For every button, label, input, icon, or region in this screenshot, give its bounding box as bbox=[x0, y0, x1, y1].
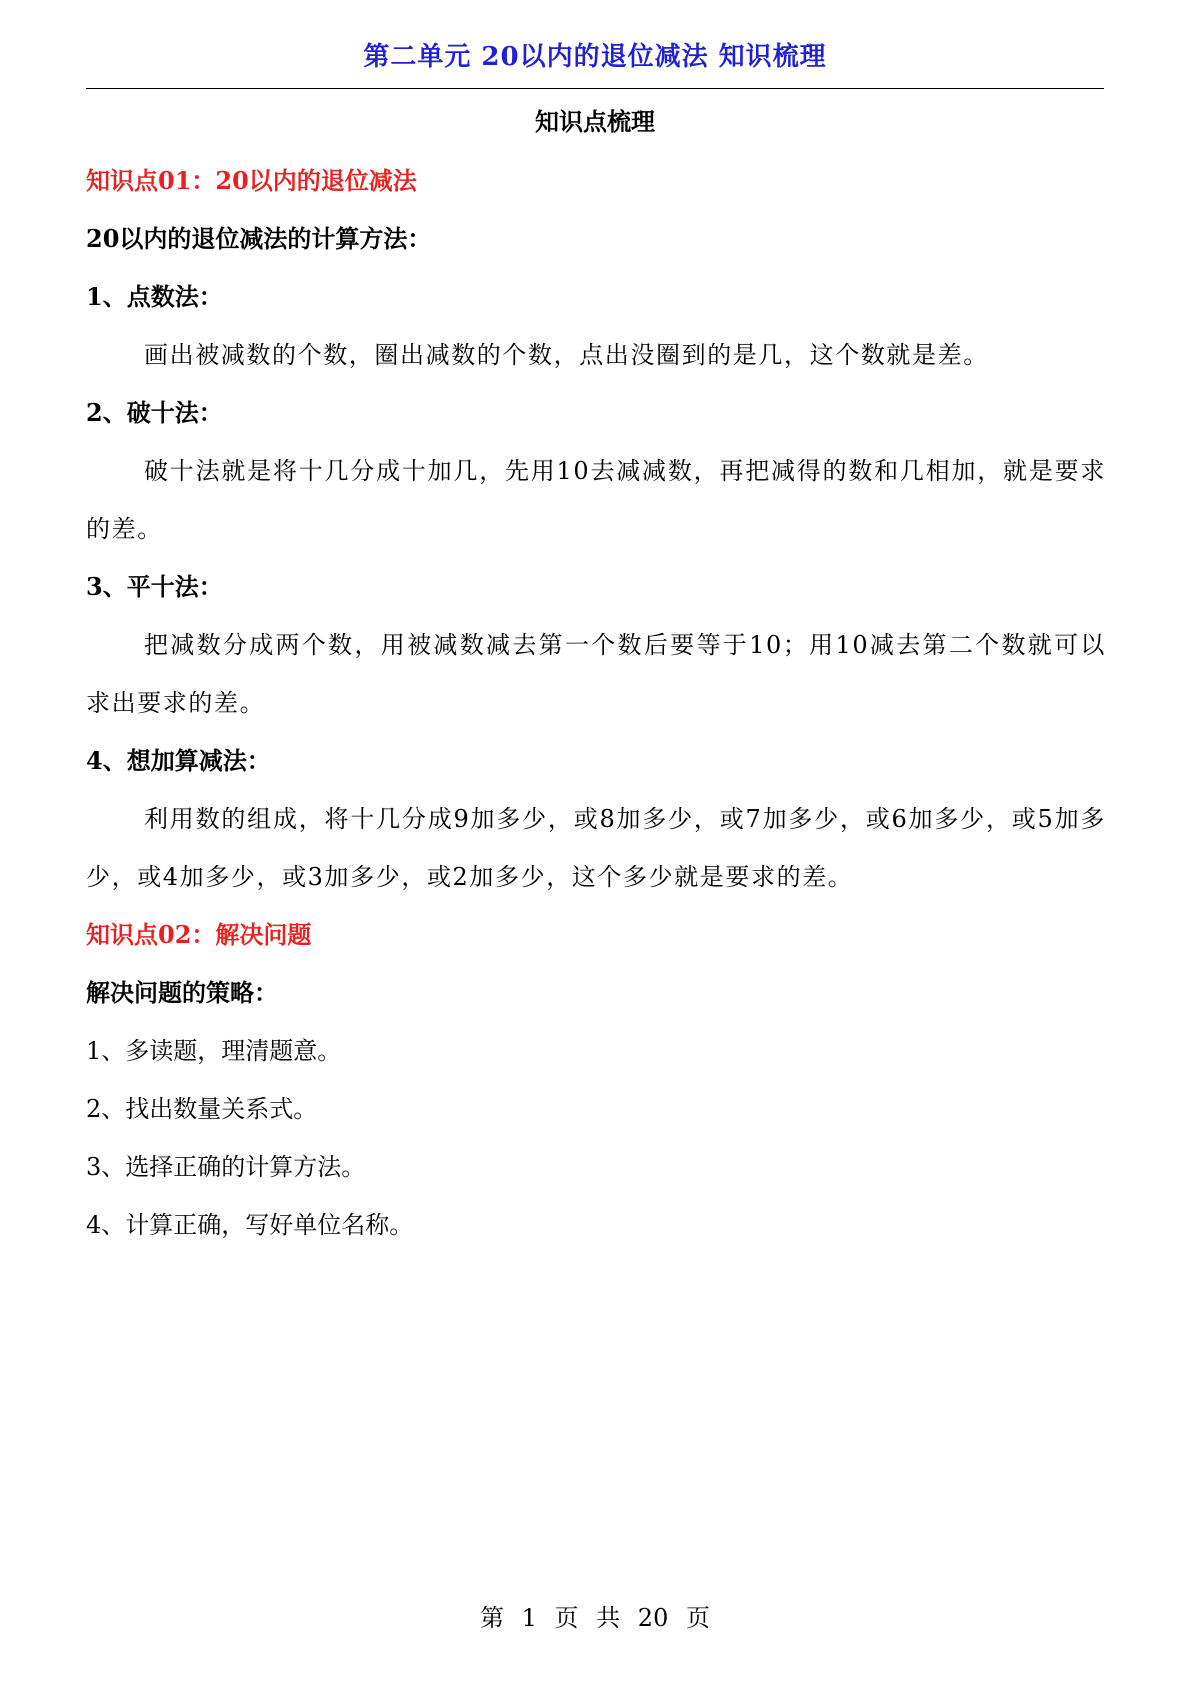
knowledge-point-2-subheading: 解决问题的策略： bbox=[86, 978, 278, 1007]
strategy-item-1: 1、多读题，理清题意。 bbox=[86, 1037, 342, 1065]
method-2-title: 2、破十法： bbox=[86, 398, 223, 427]
method-4-text: 利用数的组成，将十几分成9加多少，或8加多少，或7加多少，或6加多少，或5加多少，或4加多少，或3加多少，或2加多少，这个多少就是要求的差。 bbox=[86, 805, 1106, 891]
section-heading: 知识点梳理 bbox=[535, 107, 655, 136]
page-footer: 第 1 页 共 20 页 bbox=[480, 1604, 710, 1632]
method-3-text: 把减数分成两个数，用被减数减去第一个数后要等于10；用10减去第二个数就可以求出要求的差。 bbox=[86, 631, 1106, 717]
method-1-text: 画出被减数的个数，圈出减数的个数，点出没圈到的是几，这个数就是差。 bbox=[144, 341, 989, 369]
method-3-title: 3、平十法： bbox=[86, 572, 223, 601]
strategy-item-2: 2、找出数量关系式。 bbox=[86, 1095, 318, 1123]
page-header bbox=[86, 30, 1104, 89]
knowledge-point-2-heading: 知识点02：解决问题 bbox=[86, 920, 312, 949]
knowledge-point-1-heading: 知识点01：20以内的退位减法 bbox=[86, 166, 417, 195]
header-title: 第二单元 20以内的退位减法 知识梳理 bbox=[363, 42, 827, 72]
document-body bbox=[86, 152, 1106, 1254]
strategy-item-4: 4、计算正确，写好单位名称。 bbox=[86, 1211, 414, 1239]
method-4-title: 4、想加算减法： bbox=[86, 746, 271, 775]
knowledge-point-1-subheading: 20以内的退位减法的计算方法： bbox=[86, 224, 432, 253]
method-1-title: 1、点数法： bbox=[86, 282, 223, 311]
method-2-text: 破十法就是将十几分成十加几，先用10去减减数，再把减得的数和几相加，就是要求的差。 bbox=[86, 457, 1106, 543]
strategy-item-3: 3、选择正确的计算方法。 bbox=[86, 1153, 366, 1181]
